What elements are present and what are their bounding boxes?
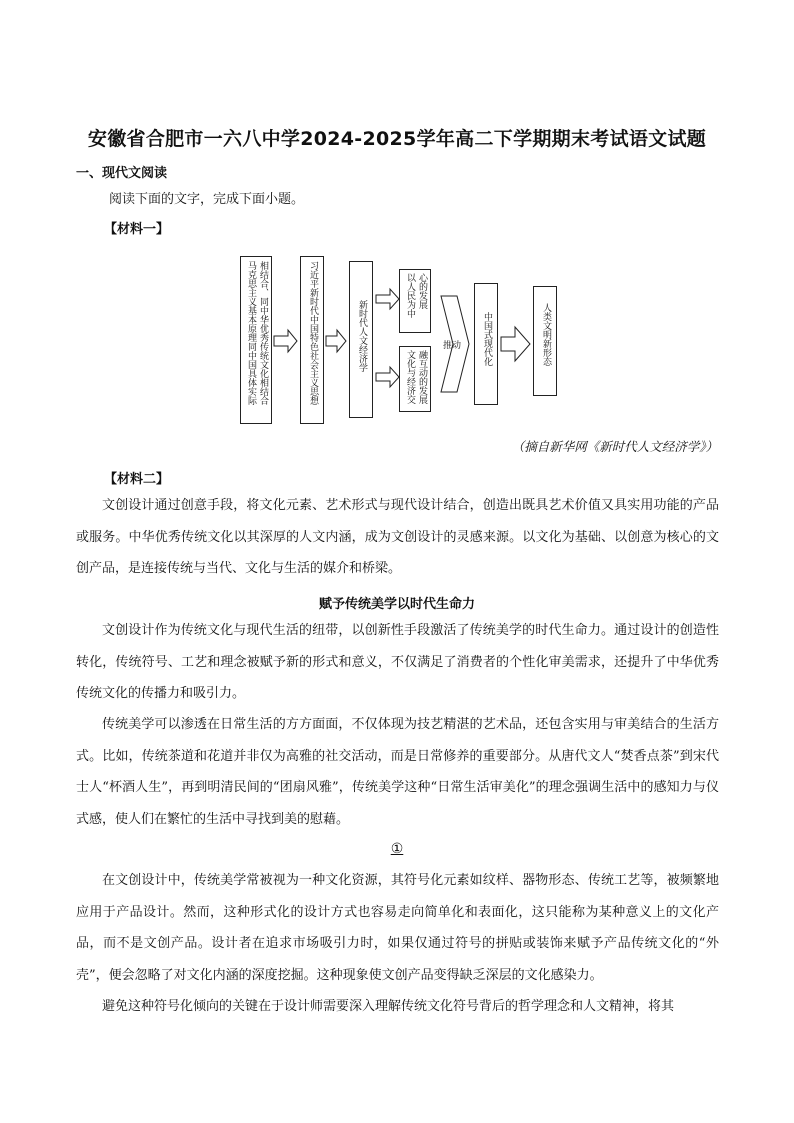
material1-label: 【材料一】 <box>104 222 170 237</box>
box-xi-thought <box>300 256 324 424</box>
box-people-centered <box>399 269 431 333</box>
section-heading: 一、现代文阅读 <box>76 166 168 181</box>
exam-title: 安徽省合肥市一六八中学2024-2025学年高二下学期期末考试语文试题 <box>87 128 707 150</box>
paragraph-4: 避免这种符号化倾向的关键在于设计师需要深入理解传统文化符号背后的哲学理念和人文精神，将其 <box>102 999 675 1014</box>
instruction-text: 阅读下面的文字，完成下面小题。 <box>109 192 305 207</box>
source-citation: （摘自新华网《新时代人文经济学》） <box>511 439 718 454</box>
box-principle-text-a: 马克思主义基本原理同中国具体实际 <box>246 261 256 405</box>
diagram-arrows <box>0 0 794 430</box>
arrow-3 <box>376 289 399 309</box>
box-new-civilization-text: 人类文明新形态 <box>541 303 551 366</box>
box-culture-economy-text-b: 融互动的发展 <box>417 350 427 404</box>
article-subtitle: 赋予传统美学以时代生命力 <box>318 597 475 612</box>
paragraph-3: 在文创设计中，传统美学常被视为一种文化资源，其符号化元素如纹样、器物形态、传统工艺等，被频繁地应用于产品设计。然而，这种形式化的设计方式也容易走向简单化和表面化，这只能称为某种意义上的文化产品，而不是文创产品。设计者在追求市场吸引力时，如果仅通过符号的拼贴或装饰来赋予产品传统文化的“外壳”，便会忽略了对文化内涵的深度挖掘。这种现象使文创产品变得缺乏深层的文化感染力。 <box>76 873 719 983</box>
blank-marker-text: ① <box>390 841 404 857</box>
paragraph-2: 传统美学可以渗透在日常生活的方方面面，不仅体现为技艺精湛的艺术品，还包含实用与审美结合的生活方式。比如，传统茶道和花道并非仅为高雅的社交活动，而是日常修养的重要部分。从唐代文人“焚香点茶”到宋代士人“杯酒人生”，再到明清民间的“团扇风雅”，传统美学这种“日常生活审美化”的理念强调生活中的感知力与仪式感，使人们在繁忙的生活中寻找到美的慰藉。 <box>76 717 719 827</box>
paragraph-1: 文创设计作为传统文化与现代生活的纽带，以创新性手段激活了传统美学的时代生命力。通过设计的创造性转化，传统符号、工艺和理念被赋予新的形式和意义，不仅满足了消费者的个性化审美需求，还提升了中华优秀传统文化的传播力和吸引力。 <box>76 623 719 701</box>
arrow-5 <box>501 327 530 361</box>
arrow-4 <box>376 367 399 387</box>
box-humanistic-economics <box>349 261 373 418</box>
box-people-centered-text-a: 以人民为中 <box>405 273 415 318</box>
box-chinese-modernization <box>474 283 498 405</box>
arrow-1 <box>274 330 297 352</box>
blank-marker <box>0 841 794 857</box>
box-people-centered-text-b: 心的发展 <box>417 273 427 309</box>
box-culture-economy-text-a: 文化与经济交 <box>405 350 415 404</box>
box-humanistic-economics-text: 新时代人文经济学 <box>357 300 367 372</box>
box-culture-economy <box>399 346 431 412</box>
box-principle <box>240 256 272 424</box>
box-chinese-modernization-text: 中国式现代化 <box>482 312 492 366</box>
box-xi-thought-text: 习近平新时代中国特色社会主义思想 <box>308 261 318 405</box>
box-principle-text-b: 相结合、同中华优秀传统文化相结合 <box>258 261 268 405</box>
intro-paragraph: 文创设计通过创意手段，将文化元素、艺术形式与现代设计结合，创造出既具艺术价值又具实用功能的产品或服务。中华优秀传统文化以其深厚的人文内涵，成为文创设计的灵感来源。以文化为基础、以创意为核心的文创产品，是连接传统与当代、文化与生活的媒介和桥梁。 <box>76 498 719 576</box>
material2-label: 【材料二】 <box>104 472 170 487</box>
flow-diagram <box>0 0 794 430</box>
push-label: 推动 <box>443 341 462 351</box>
arrow-2 <box>326 330 346 352</box>
box-new-civilization <box>533 286 557 396</box>
